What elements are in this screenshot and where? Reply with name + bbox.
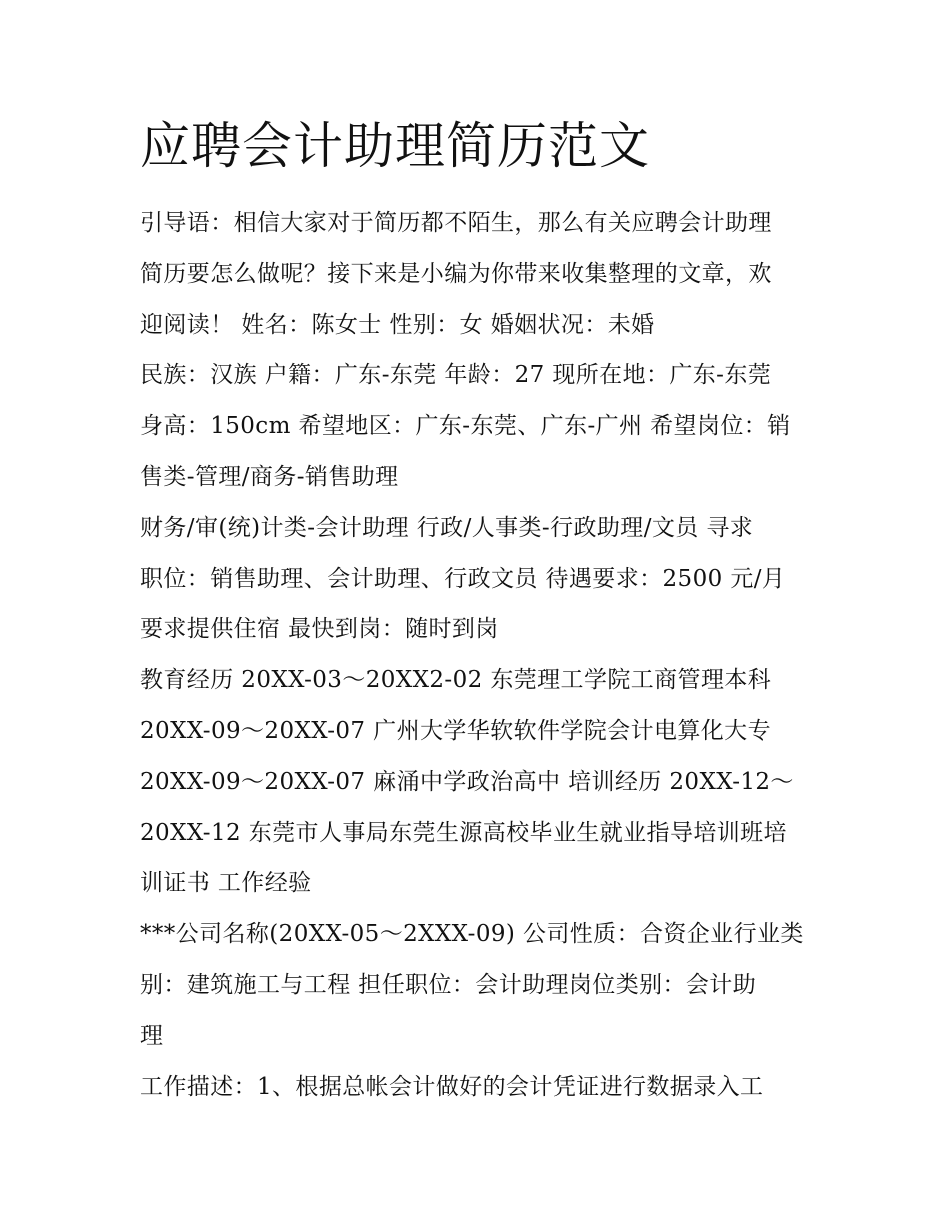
document-title: 应聘会计助理简历范文 [140, 117, 650, 175]
body-line: 职位：销售助理、会计助理、行政文员 待遇要求：2500 元/月 [140, 565, 786, 592]
body-line: ***公司名称(20XX-05～2XXX-09) 公司性质：合资企业行业类 [140, 921, 804, 948]
body-line: 引导语：相信大家对于简历都不陌生，那么有关应聘会计助理 [140, 210, 772, 236]
body-line: 训证书 工作经验 [140, 870, 312, 897]
body-line: 售类-管理/商务-销售助理 [140, 463, 399, 490]
body-line: 简历要怎么做呢？接下来是小编为你带来收集整理的文章，欢 [140, 260, 772, 287]
document-body [140, 198, 820, 1112]
body-line: 迎阅读！ 姓名：陈女士 性别：女 婚姻状况：未婚 [140, 311, 655, 338]
body-line: 20XX-09～20XX-07 麻涌中学政治高中 培训经历 20XX-12～ [140, 768, 794, 795]
body-line: 理 [140, 1022, 164, 1049]
body-line: 教育经历 20XX-03～20XX2-02 东莞理工学院工商管理本科 [140, 667, 772, 694]
body-line: 财务/审(统)计类-会计助理 行政/人事类-行政助理/文员 寻求 [140, 514, 754, 541]
body-line: 身高：150cm 希望地区：广东-东莞、广东-广州 希望岗位：销 [140, 413, 791, 440]
body-line: 工作描述：1、根据总帐会计做好的会计凭证进行数据录入工 [140, 1073, 764, 1100]
body-line: 民族：汉族 户籍：广东-东莞 年龄：27 现所在地：广东-东莞 [140, 362, 772, 389]
body-line: 20XX-12 东莞市人事局东莞生源高校毕业生就业指导培训班培 [140, 819, 787, 846]
body-line: 别：建筑施工与工程 担任职位：会计助理岗位类别：会计助 [140, 971, 757, 998]
body-line: 要求提供住宿 最快到岗：随时到岗 [140, 616, 499, 643]
body-line: 20XX-09～20XX-07 广州大学华软软件学院会计电算化大专 [140, 717, 771, 744]
